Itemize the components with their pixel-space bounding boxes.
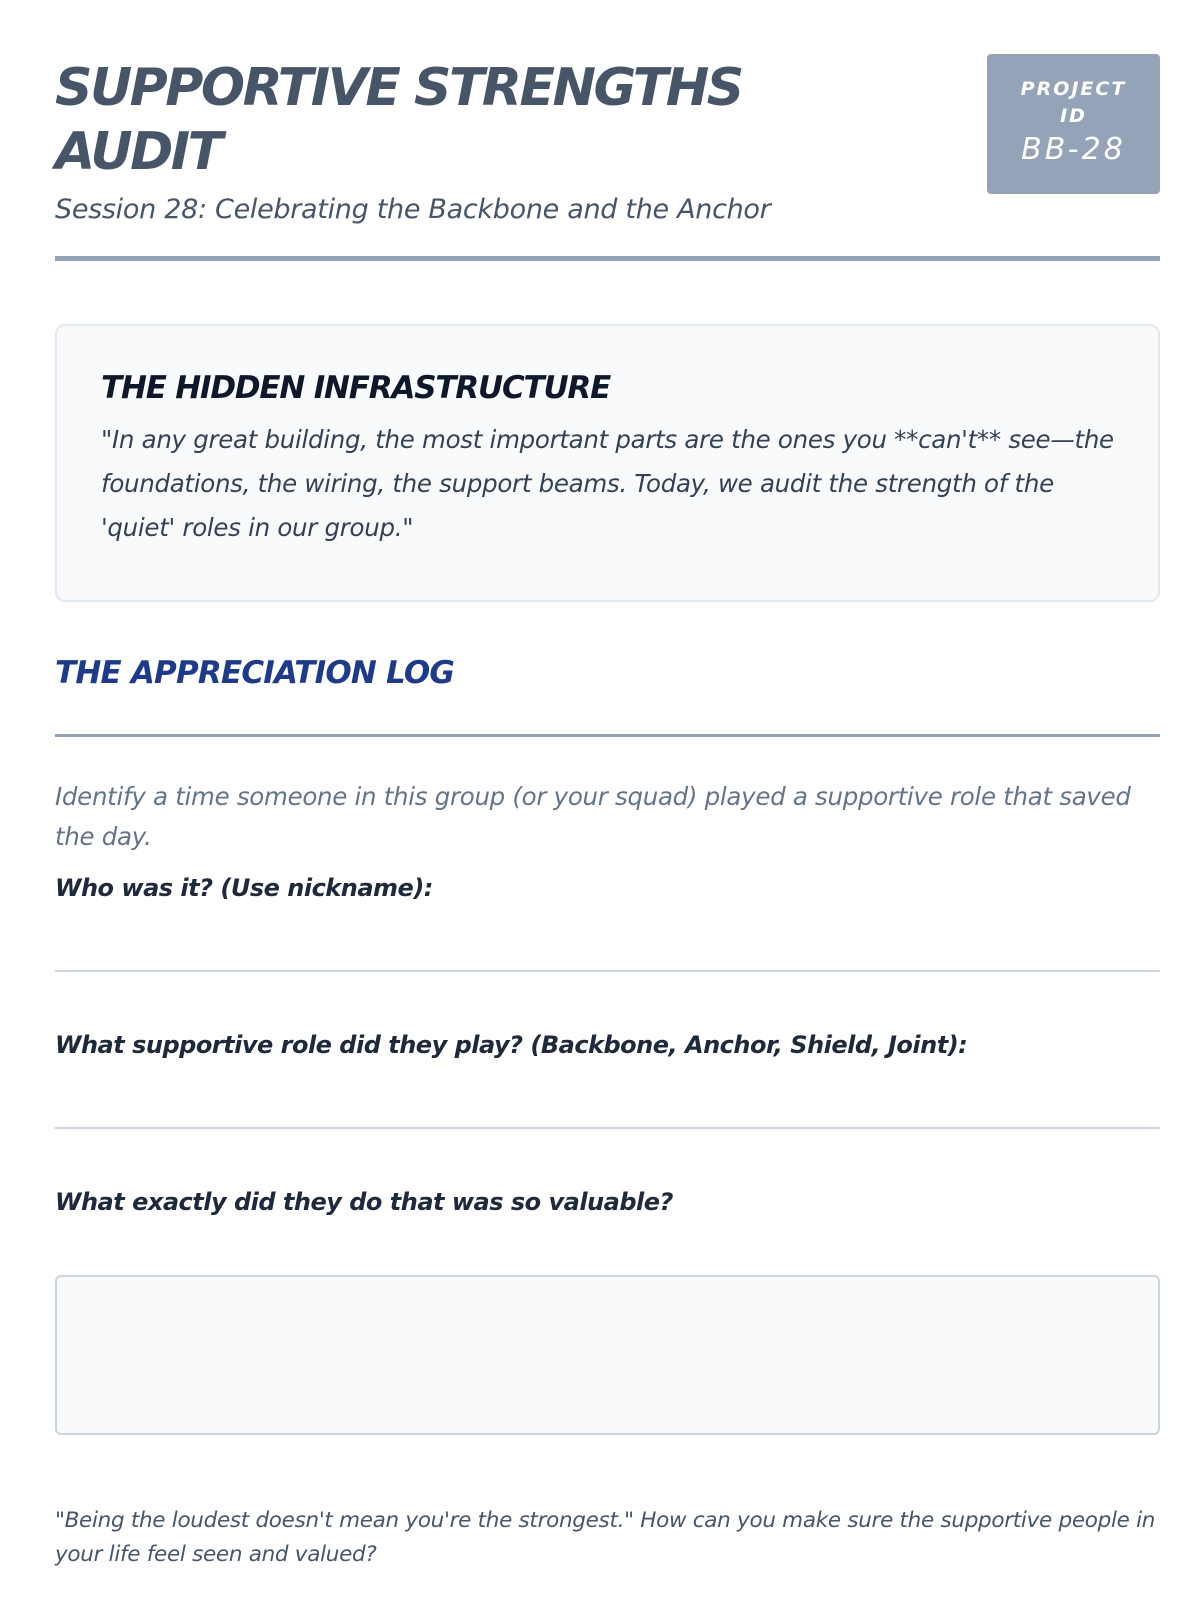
worksheet-page [55, 52, 1160, 1567]
section-heading-appreciation-log: THE APPRECIATION LOG [55, 655, 455, 691]
closing-reflection-prompt: "Being the loudest doesn't mean you're the strongest." How can you make sure the supportive people in your life feel seen and valued? [55, 1508, 1156, 1567]
project-id-value: BB-28 [1021, 132, 1126, 167]
intro-callout [55, 324, 1160, 602]
project-id-label: PROJECT ID [1020, 78, 1127, 127]
project-id-badge [987, 54, 1160, 194]
intro-quote: "In any great building, the most important parts are the ones you **can't** see—the foundations, the wiring, the support beams. Today, we audit the strength of the 'quiet' roles in our group." [101, 425, 1114, 542]
role-input[interactable] [55, 1089, 1160, 1129]
worksheet-header [55, 52, 1160, 261]
header-divider [55, 256, 1160, 261]
valuable-textarea[interactable] [55, 1275, 1160, 1435]
field-label-who: Who was it? (Use nickname): [55, 874, 433, 902]
section-instructions: Identify a time someone in this group (or your squad) played a supportive role that saved the day. [55, 782, 1131, 851]
who-input[interactable] [55, 932, 1160, 972]
field-label-valuable: What exactly did they do that was so valuable? [55, 1188, 673, 1216]
intro-heading: THE HIDDEN INFRASTRUCTURE [101, 370, 611, 406]
page-title: SUPPORTIVE STRENGTHS AUDIT [55, 58, 742, 182]
page-subtitle: Session 28: Celebrating the Backbone and the Anchor [55, 194, 771, 225]
section-divider [55, 734, 1160, 737]
field-label-role: What supportive role did they play? (Backbone, Anchor, Shield, Joint): [55, 1031, 968, 1059]
